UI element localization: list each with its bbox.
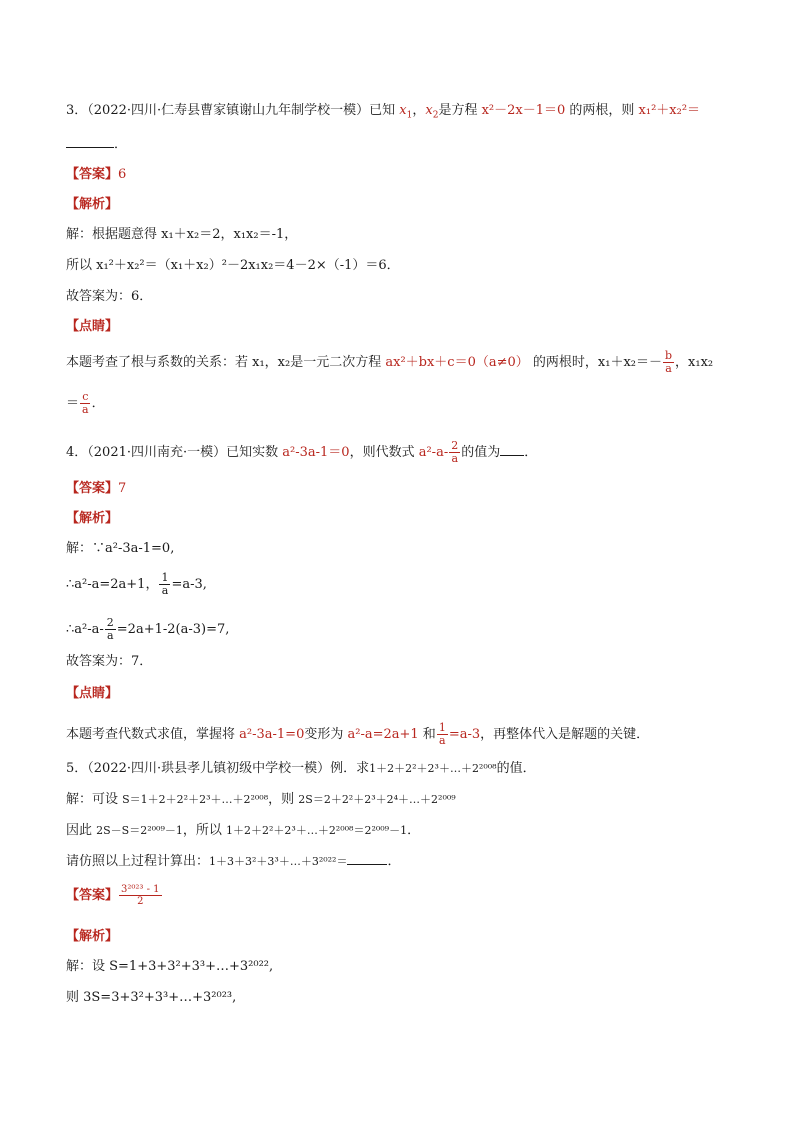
fraction-b-over-a: $\frac{b}{a}$ xyxy=(665,349,673,376)
q3-comment-line-2: ＝ $\frac{c}{a}$ ． xyxy=(66,390,105,417)
q5-stem: 5．（2022·四川·珙县孝儿镇初级中学校一模）例．求1＋2＋2²＋2³＋…＋2²⁰⁰⁸的值． xyxy=(66,761,536,776)
q3-solution-line-1: 解：根据题意得 x₁＋x₂＝2，x₁x₂＝-1， xyxy=(66,227,298,242)
q4-answer: 【答案】7 xyxy=(66,481,127,496)
q5-answer-fraction: $\frac{\text{3²⁰²³ - 1}}{2}$ xyxy=(121,884,160,907)
fraction-c-over-a: $\frac{c}{a}$ xyxy=(82,390,89,417)
q3-comment-line-1: 本题考查了根与系数的关系：若 x₁，x₂是一元二次方程 ax²＋bx＋c＝0（a≠0） 的两根时，x₁＋x₂＝－ $\frac{b}{a}$ ，x₁x₂ xyxy=(66,349,714,376)
q3-answer-value: 6 xyxy=(118,167,127,182)
q3-equation: x²－2x－1＝0 xyxy=(481,103,566,118)
q3-blank-line: ． xyxy=(66,138,127,151)
q4-solution-line-2: ∴a²-a=2a+1， $\frac{1}{a}$ =a-3, xyxy=(66,571,207,598)
q5-analysis-tag: 【解析】 xyxy=(66,929,119,944)
q3-analysis-tag: 【解析】 xyxy=(66,197,119,212)
q3-comment-tag: 【点睛】 xyxy=(66,319,119,334)
q3-solution-line-2: 所以 x₁²＋x₂²＝（x₁＋x₂）²－2x₁x₂＝4－2×（-1）＝6． xyxy=(66,258,400,273)
q4-solution-line-3: ∴a²-a- $\frac{2}{a}$ =2a+1-2(a-3)=7, xyxy=(66,616,230,643)
fraction-2-over-a: $\frac{2}{a}$ xyxy=(451,439,459,466)
q3-target: x₁²＋x₂²＝ xyxy=(638,103,701,118)
fraction-1-over-a: $\frac{1}{a}$ xyxy=(161,571,169,598)
q5-task: 请仿照以上过程计算出：1＋3＋3²＋3³＋…＋3²⁰²²＝ ． xyxy=(66,854,401,869)
q3-answer: 【答案】6 xyxy=(66,167,127,182)
q4-analysis-tag: 【解析】 xyxy=(66,511,119,526)
q4-solution-line-4: 故答案为：7． xyxy=(66,654,153,669)
answer-blank xyxy=(500,455,524,456)
q4-comment-tag: 【点睛】 xyxy=(66,686,119,701)
q4-solution-line-1: 解：∵a²-3a-1=0, xyxy=(66,541,175,556)
q4-stem: 4．（2021·四川南充·一模）已知实数 a²-3a-1＝0，则代数式 a²-a- $\frac{2}{a}$ 的值为 ． xyxy=(66,439,538,466)
answer-blank xyxy=(347,864,387,865)
q5-solution-line-1: 解：设 S=1+3+3²+3³+…+3²⁰²², xyxy=(66,959,274,974)
q3-solution-line-3: 故答案为：6． xyxy=(66,289,153,304)
q5-example-line-1: 解：可设 S＝1＋2＋2²＋2³＋…＋2²⁰⁰⁸，则 2S＝2＋2²＋2³＋2⁴＋…＋2²⁰⁰⁹ xyxy=(66,792,456,807)
q4-answer-value: 7 xyxy=(118,481,127,496)
q5-example-line-2: 因此 2S－S＝2²⁰⁰⁹－1，所以 1＋2＋2²＋2³＋…＋2²⁰⁰⁸＝2²⁰⁰⁹－1． xyxy=(66,823,421,838)
answer-blank xyxy=(66,147,114,148)
q5-solution-line-2: 则 3S=3+3²+3³+…+3²⁰²³, xyxy=(66,990,237,1005)
fraction-2-over-a: $\frac{2}{a}$ xyxy=(106,616,114,643)
q4-comment-line: 本题考查代数式求值，掌握将 a²-3a-1=0变形为 a²-a=2a+1 和 $\frac{1}{a}$ =a-3，再整体代入是解题的关键． xyxy=(66,721,650,748)
fraction-1-over-a: $\frac{1}{a}$ xyxy=(438,721,446,748)
q3-stem: 3．（2022·四川·仁寿县曹家镇谢山九年制学校一模）已知 $x_1$，$x_2$是方程 x²－2x－1＝0 的两根，则 x₁²＋x₂²＝ xyxy=(66,103,701,121)
q5-answer: 【答案】 $\frac{\text{3²⁰²³ - 1}}{2}$ xyxy=(66,884,160,907)
